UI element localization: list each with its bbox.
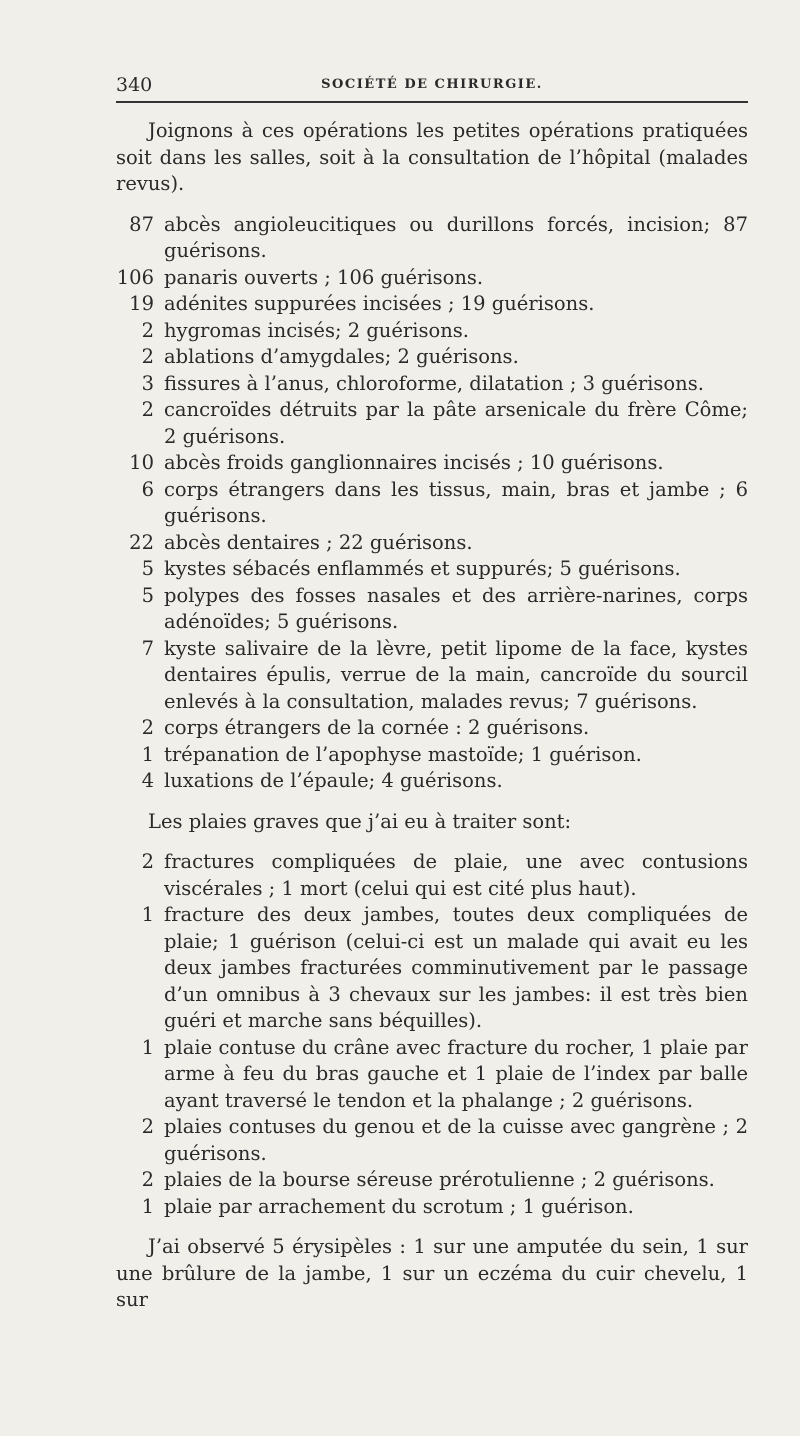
item-text: plaies de la bourse séreuse prérotulienne ; 2 guérisons. [164, 1168, 715, 1191]
list-item [116, 344, 748, 371]
list-item [116, 902, 748, 1035]
serious-wounds-list [116, 849, 748, 1220]
running-title: SOCIÉTÉ DE CHIRURGIE. [321, 77, 543, 92]
list-item [116, 371, 748, 398]
item-count: 87 [129, 212, 154, 236]
list-item [116, 397, 748, 450]
item-text: abcès angioleucitiques ou durillons forcés, incision; 87 guérisons. [164, 212, 748, 262]
item-count: 2 [141, 1115, 154, 1138]
item-text: abcès dentaires ; 22 guérisons. [164, 530, 473, 554]
item-count: 22 [129, 530, 154, 554]
item-text: corps étrangers de la cornée : 2 guérisons. [164, 716, 590, 739]
item-count: 5 [141, 557, 154, 580]
item-count: 106 [116, 265, 154, 289]
item-text: plaies contuses du genou et de la cuisse avec gangrène ; 2 guérisons. [164, 1115, 748, 1165]
list-item [116, 768, 748, 795]
item-count: 2 [141, 345, 154, 368]
list-item [116, 583, 748, 636]
list-item [116, 212, 748, 265]
item-count: 1 [141, 742, 154, 766]
header-rule [116, 101, 748, 103]
item-count: 1 [141, 903, 154, 926]
list-item [116, 265, 748, 292]
list-item [116, 849, 748, 902]
item-count: 2 [141, 318, 154, 342]
list-item [116, 1114, 748, 1167]
page-header [116, 74, 748, 102]
list-item [116, 556, 748, 583]
closing-paragraph: J’ai observé 5 érysipèles : 1 sur une amputée du sein, 1 sur une brûlure de la jambe, 1 sur un eczéma du cuir chevelu, 1 sur [116, 1235, 748, 1311]
list-item [116, 291, 748, 318]
page-number: 340 [116, 74, 153, 96]
item-text: corps étrangers dans les tissus, main, bras et jambe ; 6 guérisons. [164, 477, 748, 527]
list-item [116, 715, 748, 742]
body-text [116, 118, 748, 1314]
wounds-intro-paragraph: Les plaies graves que j’ai eu à traiter sont: [148, 809, 572, 833]
item-count: 10 [129, 451, 154, 474]
item-text: fractures compliquées de plaie, une avec contusions viscérales ; 1 mort (celui qui est cité plus haut). [164, 850, 748, 900]
item-text: trépanation de l’apophyse mastoïde; 1 guérison. [164, 742, 642, 766]
item-text: kyste salivaire de la lèvre, petit lipome de la face, kystes dentaires épulis, verrue de la main, cancroïde du sourcil enlevés à la consultation, malades revus; 7 guérisons. [164, 636, 748, 713]
item-text: plaie par arrachement du scrotum ; 1 guérison. [164, 1194, 634, 1218]
item-count: 1 [141, 1194, 154, 1218]
item-count: 2 [141, 850, 154, 873]
item-text: fissures à l’anus, chloroforme, dilatation ; 3 guérisons. [164, 371, 704, 395]
item-text: adénites suppurées incisées ; 19 guérisons. [164, 292, 595, 315]
list-item [116, 530, 748, 557]
minor-operations-list [116, 212, 748, 795]
item-text: luxations de l’épaule; 4 guérisons. [164, 769, 503, 792]
item-count: 2 [141, 398, 154, 421]
item-text: cancroïdes détruits par la pâte arsenicale du frère Côme; 2 guérisons. [164, 398, 748, 448]
item-count: 5 [141, 583, 154, 607]
list-item [116, 1194, 748, 1221]
item-count: 6 [141, 477, 154, 501]
item-text: ablations d’amygdales; 2 guérisons. [164, 345, 519, 368]
item-text: kystes sébacés enflammés et suppurés; 5 guérisons. [164, 557, 681, 580]
item-count: 3 [141, 371, 154, 395]
item-text: abcès froids ganglionnaires incisés ; 10 guérisons. [164, 451, 664, 474]
list-item [116, 477, 748, 530]
item-count: 7 [141, 636, 154, 660]
list-item [116, 318, 748, 345]
list-item [116, 636, 748, 716]
item-count: 19 [129, 292, 154, 315]
item-count: 1 [141, 1035, 154, 1059]
item-count: 4 [141, 769, 154, 792]
list-item [116, 1035, 748, 1115]
item-text: polypes des fosses nasales et des arrière-narines, corps adénoïdes; 5 guérisons. [164, 583, 748, 633]
item-text: hygromas incisés; 2 guérisons. [164, 318, 469, 342]
item-text: plaie contuse du crâne avec fracture du rocher, 1 plaie par arme à feu du bras gauche et 1 plaie de l’index par balle ayant traversé le tendon et la phalange ; 2 guérisons. [164, 1035, 748, 1112]
item-text: fracture des deux jambes, toutes deux compliquées de plaie; 1 guérison (celui-ci est un malade qui avait eu les deux jambes fracturées comminutivement par le passage d’un omnibus à 3 chevaux sur les jambes: il est très bien guéri et marche sans béquilles). [164, 903, 748, 1032]
list-item [116, 1167, 748, 1194]
item-count: 2 [141, 716, 154, 739]
item-text: panaris ouverts ; 106 guérisons. [164, 265, 484, 289]
intro-paragraph: Joignons à ces opérations les petites opérations pratiquées soit dans les salles, soit à la consultation de l’hôpital (malades revus). [116, 119, 748, 195]
list-item [116, 742, 748, 769]
item-count: 2 [141, 1168, 154, 1191]
list-item [116, 450, 748, 477]
